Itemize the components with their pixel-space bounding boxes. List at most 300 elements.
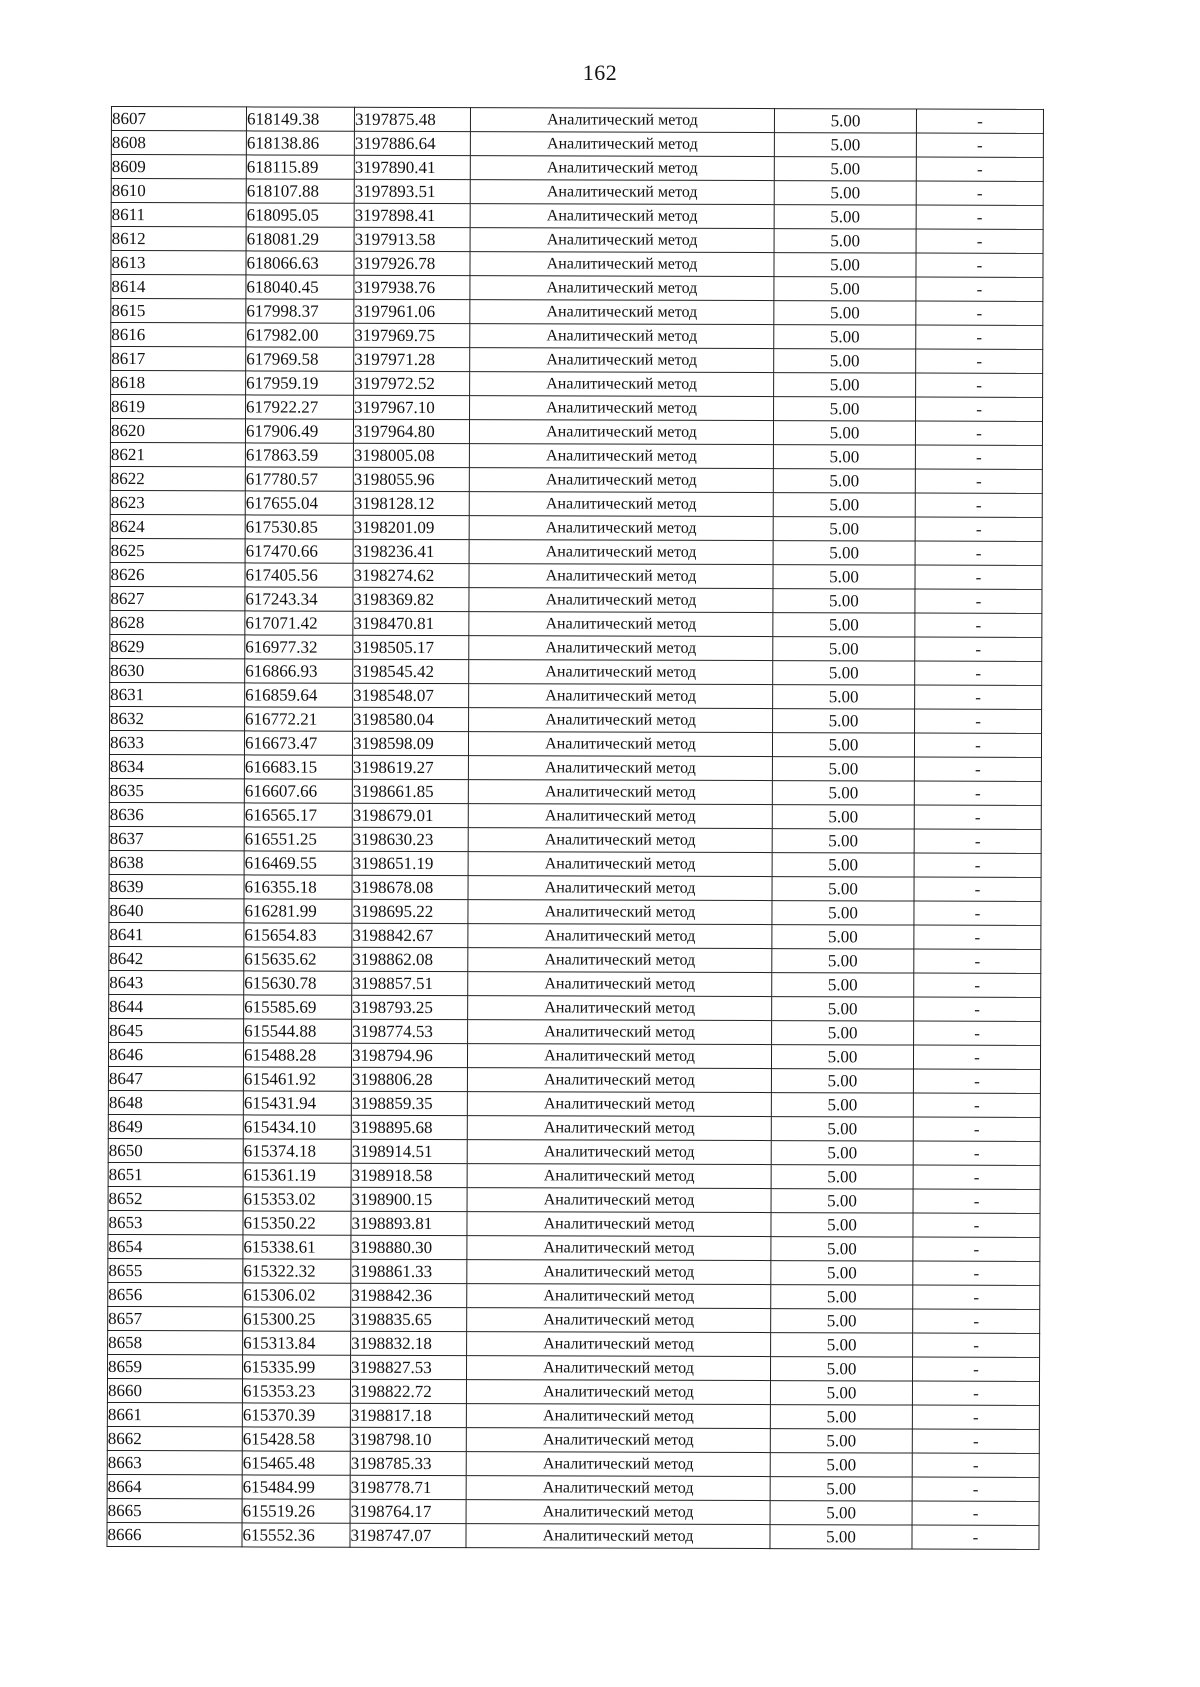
point-number-cell: 8642 bbox=[109, 946, 244, 970]
y-coordinate-cell: 3198861.33 bbox=[351, 1259, 467, 1283]
table-row bbox=[111, 227, 1043, 254]
y-coordinate-cell: 3198369.82 bbox=[353, 587, 469, 611]
x-coordinate-cell: 615338.61 bbox=[243, 1235, 351, 1259]
table-row bbox=[108, 1210, 1040, 1237]
note-cell: - bbox=[915, 685, 1042, 709]
method-cell: Аналитический метод bbox=[470, 228, 774, 253]
x-coordinate-cell: 618107.88 bbox=[246, 179, 354, 203]
method-cell: Аналитический метод bbox=[467, 1236, 771, 1261]
table-row bbox=[110, 634, 1042, 661]
method-cell: Аналитический метод bbox=[468, 1020, 772, 1045]
y-coordinate-cell: 3198747.07 bbox=[350, 1523, 466, 1547]
accuracy-cell: 5.00 bbox=[771, 1285, 913, 1309]
y-coordinate-cell: 3197926.78 bbox=[354, 251, 470, 275]
note-cell: - bbox=[914, 877, 1041, 901]
table-row bbox=[109, 850, 1041, 877]
note-cell: - bbox=[915, 589, 1042, 613]
x-coordinate-cell: 615488.28 bbox=[243, 1043, 351, 1067]
table-row bbox=[107, 1498, 1039, 1525]
accuracy-cell: 5.00 bbox=[772, 877, 914, 901]
point-number-cell: 8651 bbox=[108, 1162, 243, 1186]
point-number-cell: 8618 bbox=[111, 371, 246, 395]
method-cell: Аналитический метод bbox=[467, 1092, 771, 1117]
accuracy-cell: 5.00 bbox=[774, 397, 916, 421]
table-row bbox=[110, 466, 1042, 493]
method-cell: Аналитический метод bbox=[466, 1524, 770, 1549]
x-coordinate-cell: 615630.78 bbox=[244, 971, 352, 995]
accuracy-cell: 5.00 bbox=[770, 1501, 912, 1525]
method-cell: Аналитический метод bbox=[467, 1356, 771, 1381]
point-number-cell: 8643 bbox=[109, 970, 244, 994]
x-coordinate-cell: 615374.18 bbox=[243, 1139, 351, 1163]
x-coordinate-cell: 617780.57 bbox=[245, 467, 353, 491]
method-cell: Аналитический метод bbox=[467, 1116, 771, 1141]
point-number-cell: 8607 bbox=[111, 107, 246, 131]
table-row bbox=[109, 754, 1041, 781]
table-row bbox=[109, 778, 1041, 805]
note-cell: - bbox=[914, 997, 1041, 1021]
table-row bbox=[108, 1282, 1040, 1309]
note-cell: - bbox=[915, 541, 1042, 565]
method-cell: Аналитический метод bbox=[468, 780, 772, 805]
accuracy-cell: 5.00 bbox=[773, 421, 915, 445]
note-cell: - bbox=[914, 901, 1041, 925]
x-coordinate-cell: 616673.47 bbox=[244, 731, 352, 755]
table-row bbox=[111, 203, 1043, 230]
method-cell: Аналитический метод bbox=[470, 324, 774, 349]
note-cell: - bbox=[913, 1093, 1040, 1117]
method-cell: Аналитический метод bbox=[468, 732, 772, 757]
note-cell: - bbox=[915, 421, 1042, 445]
point-number-cell: 8659 bbox=[108, 1354, 243, 1378]
y-coordinate-cell: 3198798.10 bbox=[350, 1427, 466, 1451]
note-cell: - bbox=[914, 925, 1041, 949]
table-row bbox=[111, 275, 1043, 302]
x-coordinate-cell: 616772.21 bbox=[245, 707, 353, 731]
point-number-cell: 8615 bbox=[111, 299, 246, 323]
y-coordinate-cell: 3197967.10 bbox=[354, 395, 470, 419]
table-row bbox=[108, 1090, 1040, 1117]
x-coordinate-cell: 617405.56 bbox=[245, 563, 353, 587]
table-row bbox=[108, 1138, 1040, 1165]
method-cell: Аналитический метод bbox=[470, 300, 774, 325]
accuracy-cell: 5.00 bbox=[773, 541, 915, 565]
method-cell: Аналитический метод bbox=[469, 516, 773, 541]
table-row bbox=[109, 898, 1041, 925]
method-cell: Аналитический метод bbox=[469, 564, 773, 589]
point-number-cell: 8628 bbox=[110, 610, 245, 634]
accuracy-cell: 5.00 bbox=[773, 637, 915, 661]
accuracy-cell: 5.00 bbox=[772, 757, 914, 781]
method-cell: Аналитический метод bbox=[470, 252, 774, 277]
y-coordinate-cell: 3198661.85 bbox=[352, 779, 468, 803]
method-cell: Аналитический метод bbox=[470, 156, 774, 181]
table-row bbox=[109, 970, 1041, 997]
note-cell: - bbox=[912, 1525, 1039, 1549]
point-number-cell: 8640 bbox=[109, 898, 244, 922]
point-number-cell: 8645 bbox=[109, 1018, 244, 1042]
table-row bbox=[109, 922, 1041, 949]
y-coordinate-cell: 3197971.28 bbox=[354, 347, 470, 371]
note-cell: - bbox=[913, 1189, 1040, 1213]
x-coordinate-cell: 615313.84 bbox=[243, 1331, 351, 1355]
x-coordinate-cell: 618040.45 bbox=[246, 275, 354, 299]
accuracy-cell: 5.00 bbox=[772, 733, 914, 757]
accuracy-cell: 5.00 bbox=[773, 445, 915, 469]
method-cell: Аналитический метод bbox=[470, 108, 774, 133]
point-number-cell: 8633 bbox=[109, 730, 244, 754]
point-number-cell: 8653 bbox=[108, 1210, 243, 1234]
x-coordinate-cell: 618138.86 bbox=[246, 131, 354, 155]
y-coordinate-cell: 3197886.64 bbox=[354, 131, 470, 155]
page-number: 162 bbox=[582, 60, 618, 85]
table-row bbox=[111, 179, 1043, 206]
method-cell: Аналитический метод bbox=[469, 708, 773, 733]
x-coordinate-cell: 615428.58 bbox=[242, 1427, 350, 1451]
point-number-cell: 8661 bbox=[107, 1402, 242, 1426]
point-number-cell: 8621 bbox=[110, 442, 245, 466]
x-coordinate-cell: 617959.19 bbox=[246, 371, 354, 395]
accuracy-cell: 5.00 bbox=[773, 661, 915, 685]
x-coordinate-cell: 617655.04 bbox=[245, 491, 353, 515]
accuracy-cell: 5.00 bbox=[772, 781, 914, 805]
y-coordinate-cell: 3198679.01 bbox=[352, 803, 468, 827]
method-cell: Аналитический метод bbox=[466, 1428, 770, 1453]
method-cell: Аналитический метод bbox=[467, 1260, 771, 1285]
accuracy-cell: 5.00 bbox=[772, 997, 914, 1021]
point-number-cell: 8630 bbox=[110, 658, 245, 682]
point-number-cell: 8650 bbox=[108, 1138, 243, 1162]
x-coordinate-cell: 616355.18 bbox=[244, 875, 352, 899]
y-coordinate-cell: 3197969.75 bbox=[354, 323, 470, 347]
table-row bbox=[107, 1450, 1039, 1477]
note-cell: - bbox=[916, 157, 1043, 181]
y-coordinate-cell: 3197893.51 bbox=[354, 179, 470, 203]
accuracy-cell: 5.00 bbox=[774, 349, 916, 373]
note-cell: - bbox=[914, 781, 1041, 805]
method-cell: Аналитический метод bbox=[467, 1284, 771, 1309]
y-coordinate-cell: 3198857.51 bbox=[352, 971, 468, 995]
note-cell: - bbox=[916, 349, 1043, 373]
table-row bbox=[111, 347, 1043, 374]
table-row bbox=[111, 107, 1043, 134]
table-row bbox=[109, 826, 1041, 853]
y-coordinate-cell: 3197938.76 bbox=[354, 275, 470, 299]
point-number-cell: 8655 bbox=[108, 1258, 243, 1282]
point-number-cell: 8646 bbox=[108, 1042, 243, 1066]
point-number-cell: 8625 bbox=[110, 538, 245, 562]
accuracy-cell: 5.00 bbox=[774, 325, 916, 349]
point-number-cell: 8635 bbox=[109, 778, 244, 802]
table-row bbox=[111, 395, 1043, 422]
x-coordinate-cell: 616469.55 bbox=[244, 851, 352, 875]
note-cell: - bbox=[916, 133, 1043, 157]
y-coordinate-cell: 3197964.80 bbox=[353, 419, 469, 443]
point-number-cell: 8612 bbox=[111, 227, 246, 251]
table-row bbox=[110, 419, 1042, 446]
x-coordinate-cell: 616683.15 bbox=[244, 755, 352, 779]
point-number-cell: 8663 bbox=[107, 1450, 242, 1474]
accuracy-cell: 5.00 bbox=[771, 1141, 913, 1165]
note-cell: - bbox=[915, 493, 1042, 517]
accuracy-cell: 5.00 bbox=[772, 901, 914, 925]
accuracy-cell: 5.00 bbox=[773, 493, 915, 517]
accuracy-cell: 5.00 bbox=[773, 613, 915, 637]
note-cell: - bbox=[914, 949, 1041, 973]
y-coordinate-cell: 3198005.08 bbox=[353, 443, 469, 467]
note-cell: - bbox=[915, 661, 1042, 685]
table-row bbox=[110, 538, 1042, 565]
note-cell: - bbox=[912, 1429, 1039, 1453]
note-cell: - bbox=[913, 1165, 1040, 1189]
accuracy-cell: 5.00 bbox=[771, 1333, 913, 1357]
point-number-cell: 8627 bbox=[110, 586, 245, 610]
y-coordinate-cell: 3198822.72 bbox=[350, 1379, 466, 1403]
accuracy-cell: 5.00 bbox=[774, 373, 916, 397]
x-coordinate-cell: 617530.85 bbox=[245, 515, 353, 539]
table-row bbox=[108, 1042, 1040, 1069]
method-cell: Аналитический метод bbox=[469, 660, 773, 685]
table-row bbox=[108, 1114, 1040, 1141]
method-cell: Аналитический метод bbox=[469, 588, 773, 613]
method-cell: Аналитический метод bbox=[466, 1500, 770, 1525]
method-cell: Аналитический метод bbox=[470, 348, 774, 373]
x-coordinate-cell: 615484.99 bbox=[242, 1475, 350, 1499]
point-number-cell: 8622 bbox=[110, 466, 245, 490]
note-cell: - bbox=[916, 397, 1043, 421]
y-coordinate-cell: 3198774.53 bbox=[352, 1019, 468, 1043]
y-coordinate-cell: 3198201.09 bbox=[353, 515, 469, 539]
accuracy-cell: 5.00 bbox=[771, 1189, 913, 1213]
note-cell: - bbox=[915, 469, 1042, 493]
point-number-cell: 8662 bbox=[107, 1426, 242, 1450]
table-row bbox=[110, 706, 1042, 733]
note-cell: - bbox=[912, 1405, 1039, 1429]
x-coordinate-cell: 615370.39 bbox=[242, 1403, 350, 1427]
point-number-cell: 8634 bbox=[109, 754, 244, 778]
y-coordinate-cell: 3198505.17 bbox=[353, 635, 469, 659]
x-coordinate-cell: 615461.92 bbox=[243, 1067, 351, 1091]
table-row bbox=[108, 1354, 1040, 1381]
x-coordinate-cell: 617071.42 bbox=[245, 611, 353, 635]
accuracy-cell: 5.00 bbox=[770, 1357, 912, 1381]
note-cell: - bbox=[914, 1021, 1041, 1045]
note-cell: - bbox=[915, 445, 1042, 469]
note-cell: - bbox=[916, 301, 1043, 325]
accuracy-cell: 5.00 bbox=[771, 1237, 913, 1261]
note-cell: - bbox=[914, 757, 1041, 781]
table-row bbox=[109, 874, 1041, 901]
x-coordinate-cell: 616565.17 bbox=[244, 803, 352, 827]
x-coordinate-cell: 616977.32 bbox=[245, 635, 353, 659]
note-cell: - bbox=[912, 1501, 1039, 1525]
method-cell: Аналитический метод bbox=[466, 1404, 770, 1429]
y-coordinate-cell: 3198859.35 bbox=[351, 1091, 467, 1115]
table-row bbox=[109, 730, 1041, 757]
table-row bbox=[110, 490, 1042, 517]
method-cell: Аналитический метод bbox=[467, 1044, 771, 1069]
point-number-cell: 8616 bbox=[111, 323, 246, 347]
y-coordinate-cell: 3198835.65 bbox=[351, 1307, 467, 1331]
y-coordinate-cell: 3198598.09 bbox=[352, 731, 468, 755]
note-cell: - bbox=[916, 253, 1043, 277]
x-coordinate-cell: 615300.25 bbox=[243, 1307, 351, 1331]
table-row bbox=[111, 299, 1043, 326]
table-row bbox=[109, 994, 1041, 1021]
method-cell: Аналитический метод bbox=[467, 1068, 771, 1093]
accuracy-cell: 5.00 bbox=[771, 1117, 913, 1141]
method-cell: Аналитический метод bbox=[470, 372, 774, 397]
note-cell: - bbox=[914, 733, 1041, 757]
accuracy-cell: 5.00 bbox=[772, 853, 914, 877]
note-cell: - bbox=[912, 1477, 1039, 1501]
method-cell: Аналитический метод bbox=[468, 756, 772, 781]
x-coordinate-cell: 615635.62 bbox=[244, 947, 352, 971]
accuracy-cell: 5.00 bbox=[770, 1525, 912, 1549]
accuracy-cell: 5.00 bbox=[772, 829, 914, 853]
x-coordinate-cell: 617969.58 bbox=[246, 347, 354, 371]
method-cell: Аналитический метод bbox=[468, 876, 772, 901]
method-cell: Аналитический метод bbox=[470, 396, 774, 421]
note-cell: - bbox=[913, 1117, 1040, 1141]
x-coordinate-cell: 615585.69 bbox=[244, 995, 352, 1019]
x-coordinate-cell: 618115.89 bbox=[246, 155, 354, 179]
point-number-cell: 8629 bbox=[110, 634, 245, 658]
accuracy-cell: 5.00 bbox=[773, 709, 915, 733]
y-coordinate-cell: 3198619.27 bbox=[352, 755, 468, 779]
y-coordinate-cell: 3197875.48 bbox=[354, 107, 470, 131]
method-cell: Аналитический метод bbox=[469, 444, 773, 469]
accuracy-cell: 5.00 bbox=[774, 301, 916, 325]
y-coordinate-cell: 3198236.41 bbox=[353, 539, 469, 563]
x-coordinate-cell: 615322.32 bbox=[243, 1259, 351, 1283]
note-cell: - bbox=[916, 205, 1043, 229]
accuracy-cell: 5.00 bbox=[773, 685, 915, 709]
method-cell: Аналитический метод bbox=[469, 540, 773, 565]
note-cell: - bbox=[915, 709, 1042, 733]
x-coordinate-cell: 615431.94 bbox=[243, 1091, 351, 1115]
point-number-cell: 8665 bbox=[107, 1498, 242, 1522]
accuracy-cell: 5.00 bbox=[772, 805, 914, 829]
table-row bbox=[107, 1378, 1039, 1405]
point-number-cell: 8614 bbox=[111, 275, 246, 299]
x-coordinate-cell: 618095.05 bbox=[246, 203, 354, 227]
y-coordinate-cell: 3198785.33 bbox=[350, 1451, 466, 1475]
point-number-cell: 8652 bbox=[108, 1186, 243, 1210]
point-number-cell: 8610 bbox=[111, 179, 246, 203]
method-cell: Аналитический метод bbox=[467, 1188, 771, 1213]
y-coordinate-cell: 3197961.06 bbox=[354, 299, 470, 323]
point-number-cell: 8613 bbox=[111, 251, 246, 275]
point-number-cell: 8609 bbox=[111, 155, 246, 179]
point-number-cell: 8619 bbox=[111, 395, 246, 419]
y-coordinate-cell: 3198880.30 bbox=[351, 1235, 467, 1259]
y-coordinate-cell: 3198893.81 bbox=[351, 1211, 467, 1235]
x-coordinate-cell: 615552.36 bbox=[242, 1523, 350, 1547]
x-coordinate-cell: 618149.38 bbox=[246, 107, 354, 131]
point-number-cell: 8638 bbox=[109, 850, 244, 874]
method-cell: Аналитический метод bbox=[467, 1308, 771, 1333]
accuracy-cell: 5.00 bbox=[771, 1165, 913, 1189]
table-row bbox=[109, 1018, 1041, 1045]
x-coordinate-cell: 617982.00 bbox=[246, 323, 354, 347]
table-row bbox=[109, 802, 1041, 829]
point-number-cell: 8611 bbox=[111, 203, 246, 227]
method-cell: Аналитический метод bbox=[466, 1380, 770, 1405]
point-number-cell: 8648 bbox=[108, 1090, 243, 1114]
table-row bbox=[111, 251, 1043, 278]
method-cell: Аналитический метод bbox=[466, 1452, 770, 1477]
x-coordinate-cell: 615465.48 bbox=[242, 1451, 350, 1475]
accuracy-cell: 5.00 bbox=[773, 469, 915, 493]
method-cell: Аналитический метод bbox=[469, 420, 773, 445]
method-cell: Аналитический метод bbox=[467, 1212, 771, 1237]
accuracy-cell: 5.00 bbox=[774, 109, 916, 133]
accuracy-cell: 5.00 bbox=[770, 1405, 912, 1429]
accuracy-cell: 5.00 bbox=[771, 1093, 913, 1117]
note-cell: - bbox=[915, 565, 1042, 589]
x-coordinate-cell: 616607.66 bbox=[244, 779, 352, 803]
y-coordinate-cell: 3198900.15 bbox=[351, 1187, 467, 1211]
method-cell: Аналитический метод bbox=[470, 204, 774, 229]
method-cell: Аналитический метод bbox=[468, 948, 772, 973]
table-row bbox=[107, 1522, 1039, 1549]
accuracy-cell: 5.00 bbox=[770, 1381, 912, 1405]
y-coordinate-cell: 3197913.58 bbox=[354, 227, 470, 251]
point-number-cell: 8636 bbox=[109, 802, 244, 826]
x-coordinate-cell: 617906.49 bbox=[245, 419, 353, 443]
y-coordinate-cell: 3198128.12 bbox=[353, 491, 469, 515]
x-coordinate-cell: 615306.02 bbox=[243, 1283, 351, 1307]
point-number-cell: 8641 bbox=[109, 922, 244, 946]
method-cell: Аналитический метод bbox=[470, 276, 774, 301]
table-row bbox=[110, 442, 1042, 469]
point-number-cell: 8649 bbox=[108, 1114, 243, 1138]
note-cell: - bbox=[916, 229, 1043, 253]
y-coordinate-cell: 3198794.96 bbox=[351, 1043, 467, 1067]
note-cell: - bbox=[916, 277, 1043, 301]
point-number-cell: 8666 bbox=[107, 1522, 242, 1546]
method-cell: Аналитический метод bbox=[469, 612, 773, 637]
method-cell: Аналитический метод bbox=[468, 804, 772, 829]
point-number-cell: 8617 bbox=[111, 347, 246, 371]
table-row bbox=[108, 1306, 1040, 1333]
accuracy-cell: 5.00 bbox=[772, 949, 914, 973]
method-cell: Аналитический метод bbox=[469, 468, 773, 493]
note-cell: - bbox=[912, 1357, 1039, 1381]
y-coordinate-cell: 3198545.42 bbox=[353, 659, 469, 683]
x-coordinate-cell: 615654.83 bbox=[244, 923, 352, 947]
y-coordinate-cell: 3197898.41 bbox=[354, 203, 470, 227]
method-cell: Аналитический метод bbox=[468, 828, 772, 853]
y-coordinate-cell: 3198793.25 bbox=[352, 995, 468, 1019]
x-coordinate-cell: 615335.99 bbox=[243, 1355, 351, 1379]
x-coordinate-cell: 615434.10 bbox=[243, 1115, 351, 1139]
x-coordinate-cell: 615544.88 bbox=[244, 1019, 352, 1043]
note-cell: - bbox=[913, 1141, 1040, 1165]
y-coordinate-cell: 3198827.53 bbox=[351, 1355, 467, 1379]
note-cell: - bbox=[916, 325, 1043, 349]
x-coordinate-cell: 615353.02 bbox=[243, 1187, 351, 1211]
x-coordinate-cell: 617470.66 bbox=[245, 539, 353, 563]
table-row bbox=[107, 1426, 1039, 1453]
y-coordinate-cell: 3198055.96 bbox=[353, 467, 469, 491]
accuracy-cell: 5.00 bbox=[771, 1213, 913, 1237]
table-row bbox=[108, 1066, 1040, 1093]
y-coordinate-cell: 3198832.18 bbox=[351, 1331, 467, 1355]
table-row bbox=[110, 586, 1042, 613]
x-coordinate-cell: 615519.26 bbox=[242, 1499, 350, 1523]
